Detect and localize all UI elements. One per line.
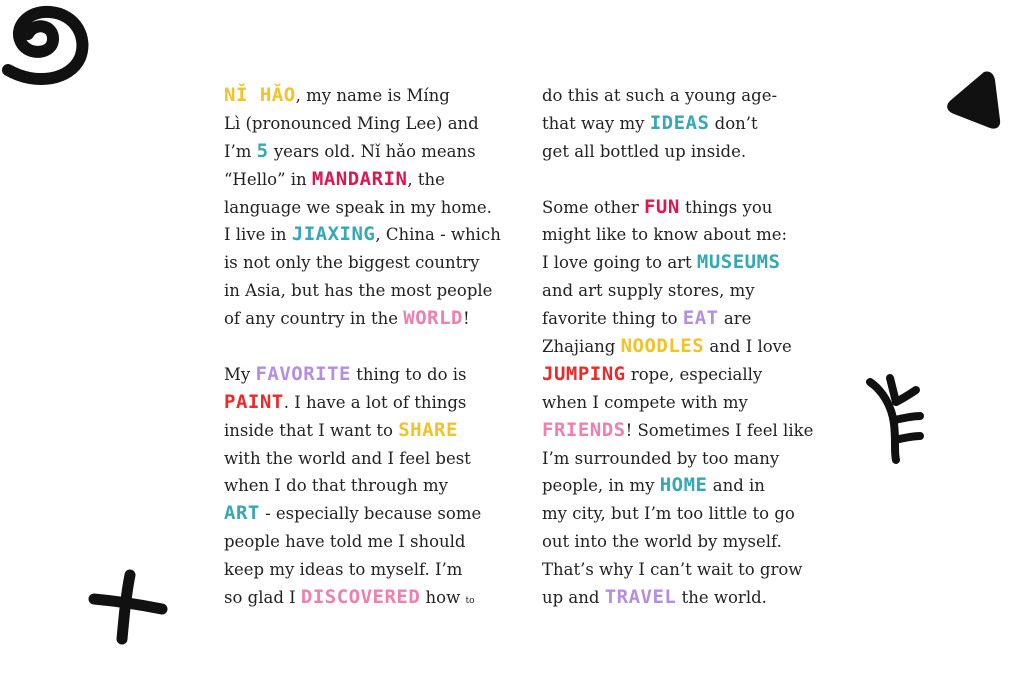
body-text: are — [718, 309, 752, 329]
text-line — [224, 82, 504, 110]
body-text: people have told me I should — [224, 532, 466, 552]
body-text: , my name is Míng — [295, 86, 450, 105]
text-line — [542, 584, 832, 612]
body-text: is not only the biggest country — [224, 253, 480, 273]
body-text: , China - which — [375, 225, 501, 245]
body-text: so glad I — [224, 588, 301, 608]
text-line — [224, 249, 504, 277]
body-text: get all bottled up inside. — [542, 141, 747, 161]
text-line — [542, 500, 832, 528]
text-line — [542, 361, 832, 389]
text-line — [542, 305, 832, 333]
body-text: up and — [542, 588, 605, 608]
body-text: language we speak in my home. — [224, 197, 492, 217]
text-line — [542, 249, 832, 277]
text-line — [224, 166, 504, 194]
text-line — [542, 472, 832, 500]
text-line — [224, 194, 504, 222]
text-line — [224, 528, 504, 556]
highlight-word: SHARE — [398, 418, 458, 441]
text-line — [224, 417, 504, 445]
body-text: and I love — [704, 337, 792, 357]
body-text: with the world and I feel best — [224, 448, 471, 468]
text-line — [542, 194, 832, 222]
text-line — [224, 584, 504, 612]
highlight-word: JUMPING — [542, 362, 626, 385]
highlight-word: EAT — [682, 307, 719, 330]
text-line — [224, 500, 504, 528]
paragraph-gap — [542, 166, 832, 194]
text-line — [224, 389, 504, 417]
highlight-word: JIAXING — [291, 223, 376, 246]
body-text: Lì (pronounced Ming Lee) and — [224, 113, 479, 133]
body-text: Zhajiang — [542, 337, 621, 357]
highlight-word: FAVORITE — [255, 362, 351, 385]
left-text-column — [224, 82, 504, 612]
body-text: don’t — [709, 113, 758, 133]
body-text: - especially because some — [259, 504, 482, 524]
text-line — [542, 333, 832, 361]
body-text: in Asia, but has the most people — [224, 281, 493, 301]
body-text: I’m — [224, 141, 257, 161]
cross-icon — [86, 565, 172, 649]
body-text: I live in — [224, 225, 292, 245]
highlight-word: FUN — [643, 195, 680, 218]
text-line — [224, 556, 504, 584]
body-text: might like to know about me: — [542, 225, 788, 245]
highlight-word: IDEAS — [649, 111, 710, 134]
body-text: my city, but I’m too little to go — [542, 504, 795, 524]
body-text: rope, especially — [625, 364, 763, 384]
body-text: “Hello” in — [224, 169, 312, 189]
text-line — [542, 389, 832, 417]
body-text: and art supply stores, my — [542, 281, 755, 301]
highlight-word: HOME — [659, 474, 708, 497]
text-line — [224, 138, 504, 166]
body-text: , the — [407, 169, 445, 189]
highlight-word: TRAVEL — [604, 586, 677, 609]
body-text: keep my ideas to myself. I’m — [224, 560, 463, 580]
text-line — [542, 221, 832, 249]
paragraph-gap — [224, 333, 504, 361]
text-line — [542, 528, 832, 556]
body-text: favorite thing to — [542, 309, 683, 329]
highlight-word: 5 — [256, 139, 269, 162]
small-text: to — [465, 596, 475, 607]
body-text: out into the world by myself. — [542, 532, 782, 552]
branch-icon — [860, 372, 932, 468]
triangle-icon — [940, 64, 1004, 134]
body-text: that way my — [542, 113, 650, 133]
body-text: when I compete with my — [542, 392, 748, 412]
body-text: do this at such a young age- — [542, 86, 778, 105]
text-line — [224, 221, 504, 249]
body-text: My — [224, 364, 256, 384]
text-line — [224, 445, 504, 473]
text-line — [542, 277, 832, 305]
text-line — [224, 361, 504, 389]
highlight-word: WORLD — [403, 307, 463, 330]
text-line — [542, 445, 832, 473]
highlight-word: MUSEUMS — [696, 251, 781, 274]
text-line — [542, 82, 832, 110]
text-line — [542, 417, 832, 445]
text-line — [542, 556, 832, 584]
highlight-word: DISCOVERED — [300, 586, 421, 609]
body-text: how — [420, 588, 466, 608]
text-line — [542, 110, 832, 138]
body-text: inside that I want to — [224, 420, 399, 440]
text-line — [224, 110, 504, 138]
highlight-word: PAINT — [224, 390, 284, 413]
highlight-word: NǏ HǍO — [224, 84, 296, 106]
highlight-word: FRIENDS — [542, 418, 626, 441]
text-line — [224, 305, 504, 333]
body-text: people, in my — [542, 476, 660, 496]
body-text: That’s why I can’t wait to grow — [542, 560, 803, 580]
body-text: of any country in the — [224, 309, 404, 329]
spiral-icon — [0, 0, 110, 95]
body-text: I love going to art — [542, 253, 697, 273]
body-text: things you — [679, 197, 773, 217]
body-text: ! — [462, 309, 470, 329]
body-text: ! Sometimes I feel like — [625, 420, 814, 440]
highlight-word: ART — [224, 502, 260, 525]
body-text: I’m surrounded by too many — [542, 448, 780, 468]
body-text: Some other — [542, 197, 644, 217]
body-text: thing to do is — [350, 364, 467, 384]
highlight-word: MANDARIN — [311, 167, 408, 190]
right-text-column — [542, 82, 832, 612]
text-line — [542, 138, 832, 166]
body-text: and in — [707, 476, 765, 496]
body-text: years old. Nǐ hǎo means — [268, 141, 476, 161]
text-line — [224, 472, 504, 500]
highlight-word: NOODLES — [620, 335, 705, 358]
body-text: . I have a lot of things — [283, 392, 467, 412]
body-text: the world. — [676, 588, 767, 608]
body-text: when I do that through my — [224, 476, 448, 496]
text-line — [224, 277, 504, 305]
